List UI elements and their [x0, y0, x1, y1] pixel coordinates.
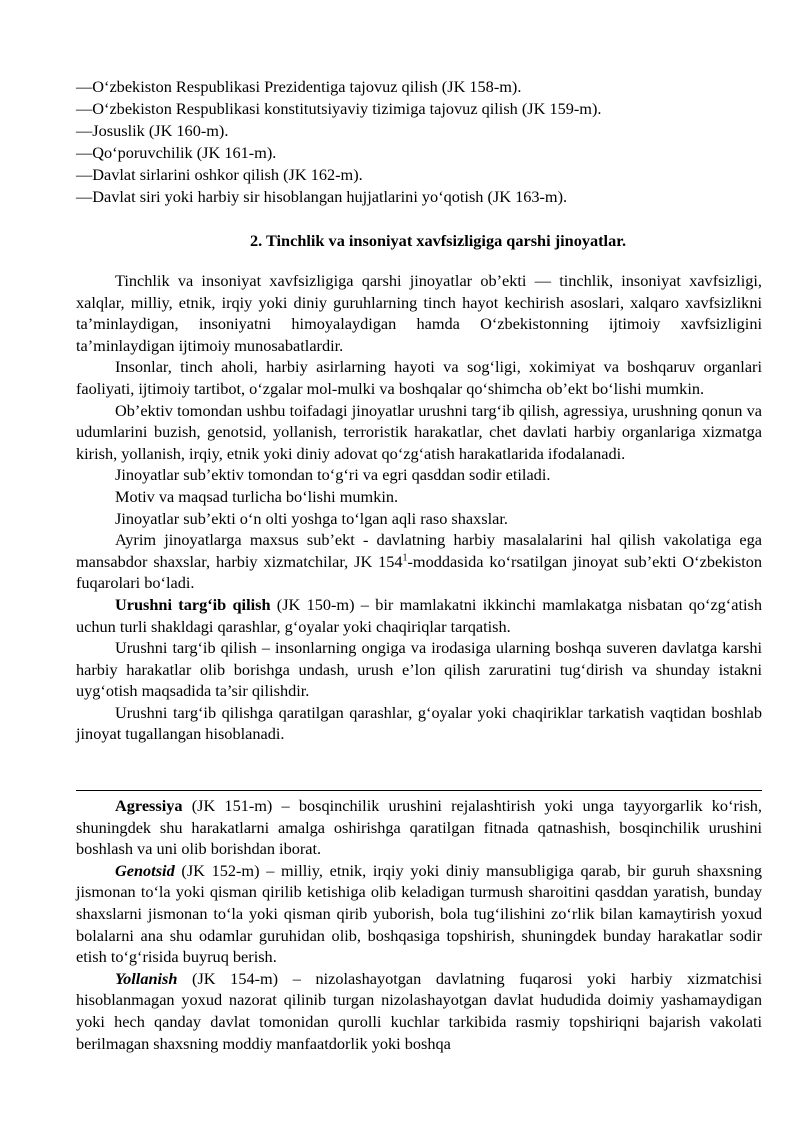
paragraph-additional-object: Insonlar, tinch aholi, harbiy asirlarning hayoti va sog‘ligi, xokimiyat va boshqaruv organlari faoliyati, ijtimoiy tartibot, o‘zgalar mol-mulki va boshqalar qo‘shimcha ob’ekt bo‘lishi mumkin. [76, 357, 762, 398]
paragraph-object: Tinchlik va insoniyat xavfsizligiga qarshi jinoyatlar ob’ekti — tinchlik, insoniyat xavfsizligi, xalqlar, milliy, etnik, irqiy yoki diniy guruhlarning tinch hayot kechirish asoslari, xalqaro xavfsizlikni ta’minlaydigan, insoniyatni himoyalaydigan hamda O‘zbekistonning ijtimoiy xavfsizligini ta’minlaydigan ijtimoiy munosabatlardir. [76, 271, 762, 355]
body-text-lower [76, 795, 762, 1054]
article-superscript: 1 [402, 552, 408, 564]
paragraph-war-propaganda-completion: Urushni targ‘ib qilishga qaratilgan qarashlar, g‘oyalar yoki chaqiriklar tarkatish vaqtidan boshlab jinoyat tugallangan hisoblanadi. [76, 702, 762, 744]
list-item: —Josuslik (JK 160-m). [76, 121, 229, 140]
paragraph-motive: Motiv va maqsad turlicha bo‘lishi mumkin. [115, 486, 399, 506]
paragraph-war-propaganda [76, 594, 762, 637]
paragraph-special-subject [76, 529, 762, 594]
paragraph-subjective-side: Jinoyatlar sub’ektiv tomondan to‘g‘ri va egri qasddan sodir etiladi. [115, 465, 551, 485]
paragraph-subject: Jinoyatlar sub’ekti o‘n olti yoshga to‘lgan aqli raso shaxslar. [115, 508, 508, 528]
list-item: —Davlat siri yoki harbiy sir hisoblangan hujjatlarini yo‘qotish (JK 163-m). [76, 187, 568, 206]
paragraph-mercenarism [76, 968, 762, 1054]
paragraph-objective-side: Ob’ektiv tomondan ushbu toifadagi jinoyatlar urushni targ‘ib qilish, agressiya, urushning qonun va udumlarini buzish, genotsid, yollanish, terroristik harakatlar, chet davlati harbiy organlariga xizmatga kirish, yollanish, irqiy, etnik yoki diniy adovat qo‘zg‘atish harakatlarida ifodalanadi. [76, 400, 762, 463]
term-mercenarism: Yollanish [115, 968, 178, 988]
special-subject-text-a: Ayrim jinoyatlarga maxsus sub’ekt - davlatning harbiy masalalarini hal qilish vakolatiga ega mansabdor shaxslar, harbiy xizmatchilar, JK 154 [76, 530, 762, 571]
term-war-propaganda: Urushni targ‘ib qilish [115, 594, 271, 614]
list-item: —Davlat sirlarini oshkor qilish (JK 162-m). [76, 165, 363, 184]
section-heading: 2. Tinchlik va insoniyat xavfsizligiga qarshi jinoyatlar. [249, 231, 627, 250]
paragraph-aggression [76, 795, 762, 860]
term-aggression: Agressiya [115, 796, 183, 815]
definition-aggression: (JK 151-m) – bosqinchilik urushini rejalashtirish yoki unga tayyorgarlik ko‘rish, shuningdek shu harakatlarni amalga oshirishga qaratilgan fitnada qatnashish, bosqinchilik urushini boshlash va uni olib borishdan iborat. [76, 796, 762, 859]
definition-genocide: (JK 152-m) – milliy, etnik, irqiy yoki diniy mansubligiga qarab, bir guruh shaxsning jismonan to‘la yoki qisman qirilib ketishiga olib keladigan turmush sharoitini qasddan yaratish, bunday shaxslarni jismonan to‘la yoki qisman qirib yuborish, bola tug‘ilishini zo‘rlik bilan kamaytirish yoxud bolalarni ana shu odamlar guruhidan olib, boshqasiga topshirish, shuningdek bunday harakatlar sodir etish to‘g‘risida buyruq berish. [76, 860, 762, 967]
term-genocide: Genotsid [115, 860, 175, 880]
paragraph-genocide [76, 860, 762, 968]
horizontal-divider [76, 790, 762, 791]
body-text-upper [76, 270, 762, 745]
paragraph-war-propaganda-explained: Urushni targ‘ib qilish – insonlarning ongiga va irodasiga ularning boshqa suveren davlatga karshi harbiy harakatlar olib borishga undash, urush e’lon qilish zaruratini tug‘dirish va shunday istakni uyg‘otish maqsadida ta’sir qilishdir. [76, 638, 762, 701]
list-item: —O‘zbekiston Respublikasi konstitutsiyaviy tizimiga tajovuz qilish (JK 159-m). [76, 99, 602, 118]
definition-mercenarism: (JK 154-m) – nizolashayotgan davlatning fuqarosi yoki harbiy xizmatchisi hisoblanmagan yoxud nazorat qilinib turgan nizolashayotgan davlat hududida doimiy yashamaydigan yoki hech qanday davlat tomonidan qurolli kuchlar tarkibida rasmiy topshiriqni bajarish vakolati berilmagan shaxsning moddiy manfaatdorlik yoki boshqa [76, 968, 762, 1053]
list-item: —O‘zbekiston Respublikasi Prezidentiga tajovuz qilish (JK 158-m). [76, 77, 522, 96]
list-item: —Qo‘poruvchilik (JK 161-m). [76, 143, 277, 162]
definition-war-propaganda: (JK 150-m) – bir mamlakatni ikkinchi mamlakatga nisbatan qo‘zg‘atish uchun turli shakldagi qarashlar, g‘oyalar yoki chaqiriqlar tarqatish. [76, 594, 762, 636]
special-subject-text-b: -moddasida ko‘rsatilgan jinoyat sub’ekti O‘zbekiston fuqarolari bo‘ladi. [76, 551, 762, 593]
